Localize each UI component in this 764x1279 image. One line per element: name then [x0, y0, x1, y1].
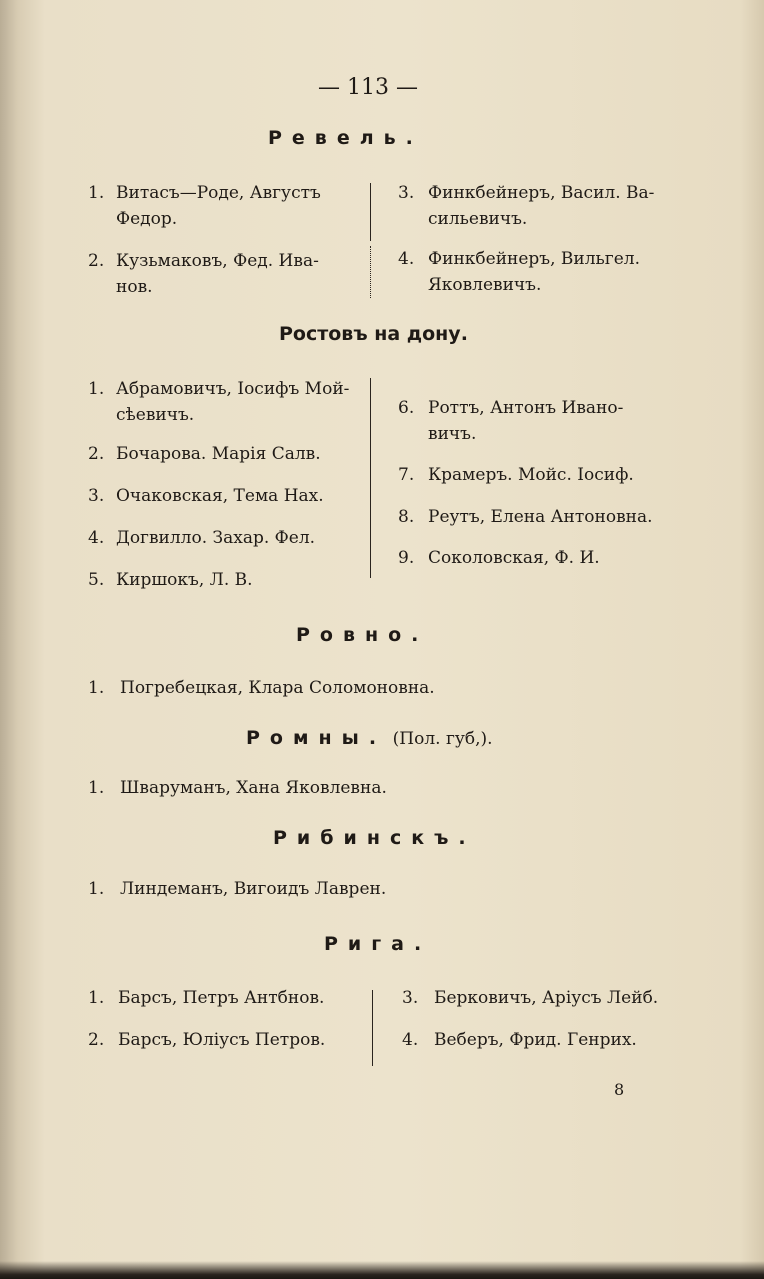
- entry-line: Линдеманъ, Вигоидъ Лаврен.: [120, 879, 387, 899]
- page-number: — 113 —: [318, 75, 418, 100]
- entry-rostov-9: [398, 545, 668, 571]
- entry-number: 9.: [398, 548, 415, 568]
- section-title-romny: [246, 727, 493, 749]
- entry-line: вичъ.: [428, 424, 477, 444]
- entry-rostov-5: [88, 567, 368, 593]
- section-title-rovno: Ровно.: [296, 624, 429, 646]
- entry-rostov-2: [88, 441, 368, 467]
- entry-ribinsk-1: [88, 876, 648, 902]
- section-title-riga: Рига.: [324, 933, 432, 955]
- entry-number: 1.: [88, 778, 105, 798]
- entry-line: Федор.: [116, 209, 178, 229]
- entry-number: 1.: [88, 879, 105, 899]
- entry-revel-2: [88, 248, 368, 300]
- entry-line: Шваруманъ, Хана Яковлевна.: [120, 778, 387, 798]
- entry-number: 2.: [88, 1030, 105, 1050]
- entry-number: 3.: [398, 183, 415, 203]
- entry-number: 4.: [402, 1030, 419, 1050]
- entry-rostov-8: [398, 504, 668, 530]
- entry-revel-1: [88, 180, 368, 232]
- section-subtitle-romny: (Пол. губ,).: [392, 729, 493, 749]
- section-title-rostov: Ростовъ на дону.: [279, 323, 468, 345]
- entry-line: Погребецкая, Клара Соломоновна.: [120, 678, 435, 698]
- entry-rovno-1: [88, 675, 648, 701]
- entry-line: Барсъ, Петръ Антбнов.: [118, 988, 325, 1008]
- entry-number: 1.: [88, 379, 105, 399]
- section-title-romny-name: Ромны.: [246, 727, 387, 749]
- column-divider: [372, 990, 373, 1066]
- entry-line: Веберъ, Фрид. Генрих.: [434, 1030, 637, 1050]
- entry-number: 1.: [88, 988, 105, 1008]
- entry-riga-3: [402, 985, 667, 1011]
- entry-rostov-1: [88, 376, 368, 428]
- entry-line: Крамеръ. Мойс. Іосиф.: [428, 465, 634, 485]
- entry-line: Барсъ, Юліусъ Петров.: [118, 1030, 326, 1050]
- entry-number: 2.: [88, 251, 105, 271]
- entry-line: Яковлевичъ.: [428, 275, 542, 295]
- entry-rostov-7: [398, 462, 668, 488]
- section-title-ribinsk: Рибинскъ.: [273, 827, 476, 849]
- section-title-revel: Ревель.: [268, 127, 423, 149]
- entry-number: 6.: [398, 398, 415, 418]
- entry-line: Догвилло. Захар. Фел.: [116, 528, 316, 548]
- entry-line: Реутъ, Елена Антоновна.: [428, 507, 653, 527]
- entry-line: Абрамовичъ, Іосифъ Мой-: [116, 379, 350, 399]
- entry-line: Витасъ—Роде, Августъ: [116, 183, 321, 203]
- column-divider: [370, 378, 371, 578]
- entry-number: 1.: [88, 678, 105, 698]
- column-divider: [370, 246, 372, 298]
- entry-number: 8.: [398, 507, 415, 527]
- entry-romny-1: [88, 775, 648, 801]
- entry-line: Очаковская, Тема Нах.: [116, 486, 324, 506]
- sheet-signature: 8: [614, 1080, 625, 1099]
- entry-number: 4.: [398, 249, 415, 269]
- entry-revel-4: [398, 246, 668, 298]
- entry-line: Берковичъ, Аріусъ Лейб.: [434, 988, 659, 1008]
- entry-rostov-3: [88, 483, 368, 509]
- entry-riga-4: [402, 1027, 667, 1053]
- entry-line: Финкбейнеръ, Вильгел.: [428, 249, 640, 269]
- entry-number: 1.: [88, 183, 105, 203]
- entry-line: Кузьмаковъ, Фед. Ива-: [116, 251, 319, 271]
- entry-number: 3.: [88, 486, 105, 506]
- entry-revel-3: [398, 180, 668, 232]
- entry-line: Киршокъ, Л. В.: [116, 570, 253, 590]
- entry-riga-1: [88, 985, 368, 1011]
- entry-line: сильевичъ.: [428, 209, 528, 229]
- column-divider: [370, 183, 371, 241]
- entry-line: нов.: [116, 277, 153, 297]
- entry-line: сѣевичъ.: [116, 405, 195, 425]
- entry-riga-2: [88, 1027, 368, 1053]
- entry-number: 5.: [88, 570, 105, 590]
- entry-line: Финкбейнеръ, Васил. Ва-: [428, 183, 655, 203]
- entry-rostov-4: [88, 525, 368, 551]
- entry-rostov-6: [398, 395, 668, 447]
- entry-line: Роттъ, Антонъ Ивано-: [428, 398, 624, 418]
- entry-line: Соколовская, Ф. И.: [428, 548, 600, 568]
- entry-line: Бочарова. Марія Салв.: [116, 444, 321, 464]
- entry-number: 7.: [398, 465, 415, 485]
- entry-number: 2.: [88, 444, 105, 464]
- entry-number: 3.: [402, 988, 419, 1008]
- page-bottom-edge: [0, 1261, 764, 1279]
- entry-number: 4.: [88, 528, 105, 548]
